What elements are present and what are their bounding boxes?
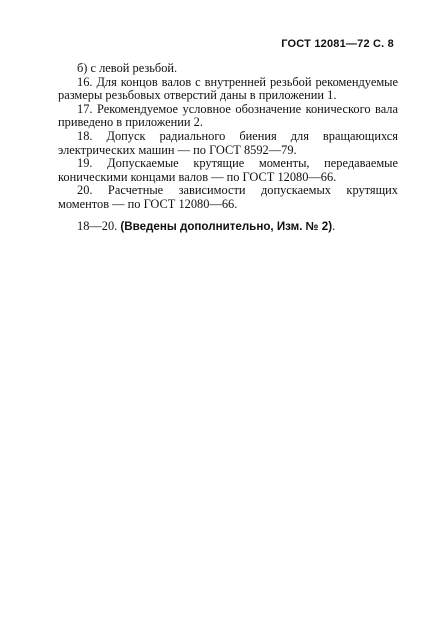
document-body xyxy=(58,62,398,233)
paragraph-18: 18. Допуск радиального биения для вращающихся электрических машин — по ГОСТ 8592—79. xyxy=(58,128,398,157)
amendment-note-suffix: . xyxy=(332,218,336,233)
amendment-note-prefix: 18—20. xyxy=(77,218,121,233)
paragraph-17: 17. Рекомендуемое условное обозначение конического вала приведено в приложении 2. xyxy=(58,101,398,130)
amendment-note-bold: (Введены дополнительно, Изм. № 2) xyxy=(120,219,333,233)
amendment-note xyxy=(58,220,398,234)
paragraph-16: 16. Для концов валов с внутренней резьбой рекомендуемые размеры резьбовых отверстий даны в приложении 1. xyxy=(58,74,398,103)
paragraph-19: 19. Допускаемые крутящие моменты, передаваемые коническими концами валов — по ГОСТ 12080—66. xyxy=(58,156,398,184)
paragraph-15b: б) с левой резьбой. xyxy=(77,61,178,75)
paragraph-20: 20. Расчетные зависимости допускаемых крутящих моментов — по ГОСТ 12080—66. xyxy=(58,183,398,211)
page-header: ГОСТ 12081—72 С. 8 xyxy=(281,38,394,50)
